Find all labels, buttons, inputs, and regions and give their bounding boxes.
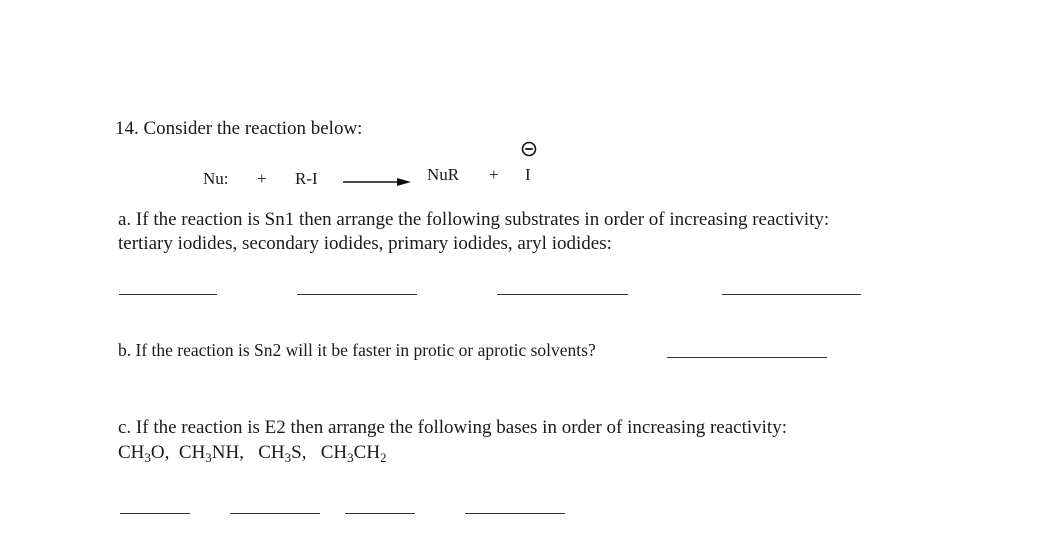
plus-sign: +: [257, 169, 267, 188]
part-c-answer-blank-2[interactable]: [230, 513, 320, 514]
part-a-answer-blank-4[interactable]: [722, 294, 861, 295]
reaction-arrow-icon: [343, 178, 411, 186]
part-a-question-line2: tertiary iodides, secondary iodides, primary iodides, aryl iodides:: [118, 233, 612, 254]
part-b-question: b. If the reaction is Sn2 will it be faster in protic or aprotic solvents?: [118, 340, 596, 360]
part-c-bases-list: [118, 441, 387, 469]
reactant-nucleophile: Nu:: [203, 169, 229, 188]
part-a-answer-blank-3[interactable]: [497, 294, 628, 295]
negative-charge-icon: [521, 141, 537, 157]
product-nur: NuR: [427, 165, 460, 184]
part-c-answer-blank-4[interactable]: [465, 513, 565, 514]
part-c-question-line1: c. If the reaction is E2 then arrange the following bases in order of increasing reactivity:: [118, 417, 787, 438]
part-a-answer-blank-2[interactable]: [297, 294, 417, 295]
part-b-answer-blank[interactable]: [667, 357, 827, 358]
question-title: 14. Consider the reaction below:: [115, 118, 363, 139]
plus-sign-2: +: [489, 165, 499, 184]
base-methanethiolate: $CH_3S$,: [258, 442, 307, 465]
part-c-answer-blank-1[interactable]: [120, 513, 190, 514]
part-a-answer-blank-1[interactable]: [119, 294, 217, 295]
base-methoxide: $CH_3O$,: [118, 442, 170, 465]
part-a-question-line1: a. If the reaction is Sn1 then arrange the following substrates in order of increasing reactivity:: [118, 209, 830, 230]
product-iodide: I: [525, 165, 531, 184]
base-methylamide: $CH_3NH$,: [178, 442, 244, 465]
base-ethyl-anion: $CH_3CH_2$: [320, 442, 387, 465]
part-c-answer-blank-3[interactable]: [345, 513, 415, 514]
reactant-alkyl-iodide: R-I: [295, 169, 318, 188]
